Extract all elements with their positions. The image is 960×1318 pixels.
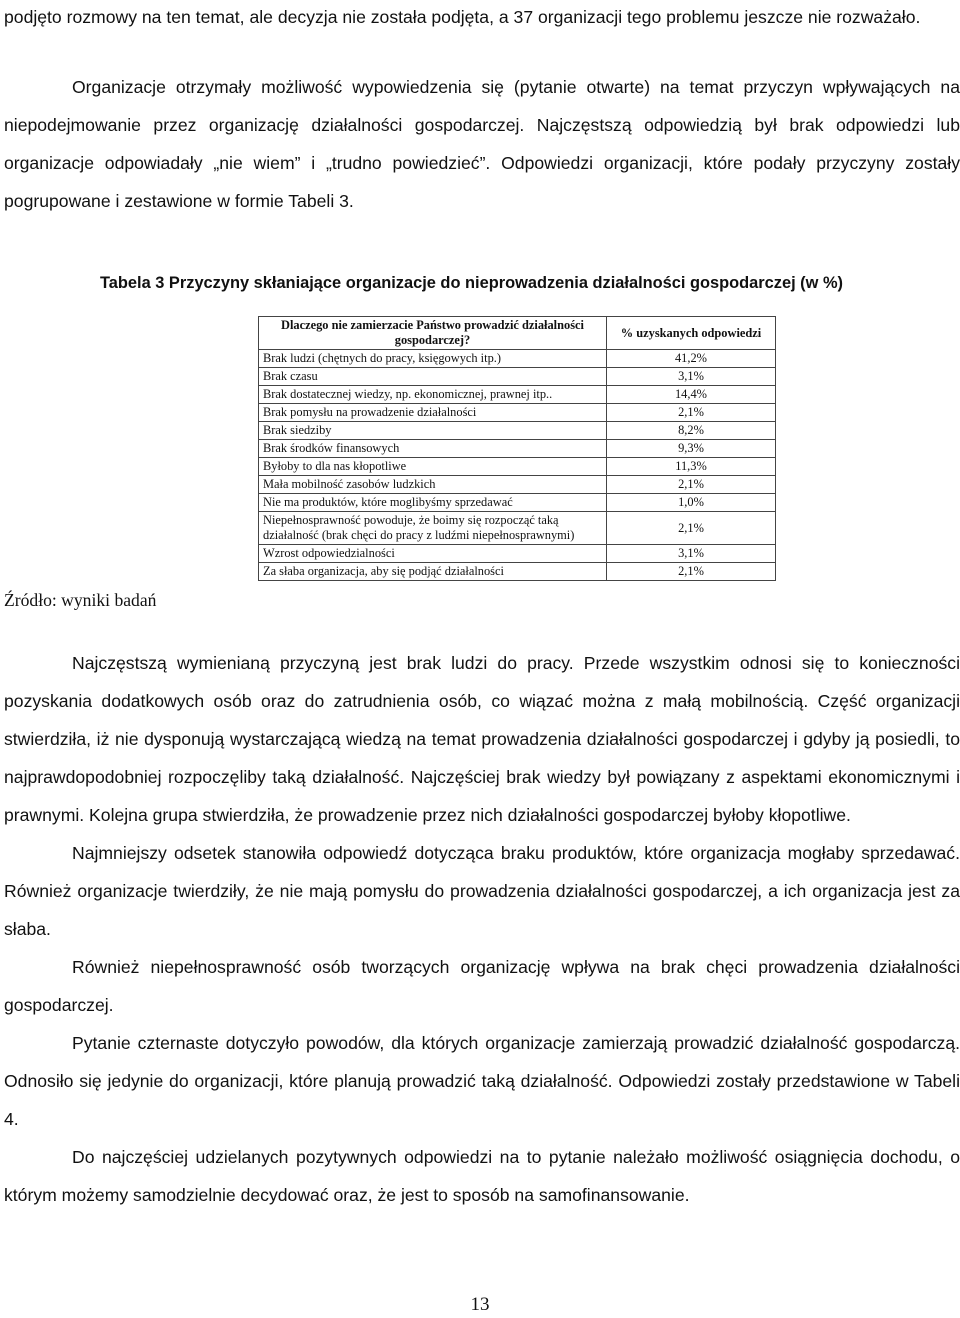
table-source: Źródło: wyniki badań xyxy=(4,590,157,610)
table-row xyxy=(259,350,776,368)
table-cell-percent: 2,1% xyxy=(607,512,776,545)
table-cell-percent: 2,1% xyxy=(607,476,776,494)
table-cell-reason: Brak środków finansowych xyxy=(259,440,607,458)
table-cell-reason: Za słaba organizacja, aby się podjąć działalności xyxy=(259,563,607,581)
table-cell-reason: Brak dostatecznej wiedzy, np. ekonomicznej, prawnej itp.. xyxy=(259,386,607,404)
table-row xyxy=(259,386,776,404)
table-cell-percent: 14,4% xyxy=(607,386,776,404)
table-cell-percent: 2,1% xyxy=(607,404,776,422)
table-cell-percent: 3,1% xyxy=(607,368,776,386)
table-cell-reason: Wzrost odpowiedzialności xyxy=(259,545,607,563)
table-row xyxy=(259,458,776,476)
table-cell-percent: 9,3% xyxy=(607,440,776,458)
body-paragraph-5: Do najczęściej udzielanych pozytywnych odpowiedzi na to pytanie należało możliwość osiągnięcia dochodu, o którym możemy samodzielnie decydować oraz, że jest to sposób na samofinansowanie. xyxy=(4,1147,960,1205)
table-row xyxy=(259,404,776,422)
body-paragraph-2: Najmniejszy odsetek stanowiła odpowiedź dotycząca braku produktów, które organizacja mogłaby sprzedawać. Również organizacje twierdziły, że nie mają pomysłu do prowadzenia działalności gospodarczej, a ich organizacja jest za słaba. xyxy=(4,843,960,939)
table-cell-reason: Byłoby to dla nas kłopotliwe xyxy=(259,458,607,476)
body-paragraph-3: Również niepełnosprawność osób tworzących organizację wpływa na brak chęci prowadzenia działalności gospodarczej. xyxy=(4,957,960,1015)
table-cell-percent: 1,0% xyxy=(607,494,776,512)
table-cell-reason: Brak ludzi (chętnych do pracy, księgowych itp.) xyxy=(259,350,607,368)
table-cell-percent: 3,1% xyxy=(607,545,776,563)
table-header-question: Dlaczego nie zamierzacie Państwo prowadzić działalności gospodarczej? xyxy=(259,317,607,350)
table-row xyxy=(259,563,776,581)
table-row xyxy=(259,494,776,512)
table-cell-reason: Mała mobilność zasobów ludzkich xyxy=(259,476,607,494)
table-cell-reason: Brak pomysłu na prowadzenie działalności xyxy=(259,404,607,422)
table-body xyxy=(259,350,776,581)
page-number: 13 xyxy=(470,1294,490,1315)
table-cell-percent: 2,1% xyxy=(607,563,776,581)
table-row xyxy=(259,440,776,458)
table-row xyxy=(259,512,776,545)
table-row xyxy=(259,368,776,386)
body-text xyxy=(4,644,960,1214)
table-cell-reason: Nie ma produktów, które moglibyśmy sprzedawać xyxy=(259,494,607,512)
table-caption: Tabela 3 Przyczyny skłaniające organizacje do nieprowadzenia działalności gospodarczej (w %) xyxy=(100,274,843,292)
table-row xyxy=(259,545,776,563)
table-cell-reason: Brak czasu xyxy=(259,368,607,386)
table-header-percent: % uzyskanych odpowiedzi xyxy=(607,317,776,350)
table-cell-reason: Brak siedziby xyxy=(259,422,607,440)
table-cell-reason: Niepełnosprawność powoduje, że boimy się rozpocząć taką działalność (brak chęci do pracy z ludźmi niepełnosprawnymi) xyxy=(259,512,607,545)
intro-paragraph-2: Organizacje otrzymały możliwość wypowiedzenia się (pytanie otwarte) na temat przyczyn wpływających na niepodejmowanie przez organizację działalności gospodarczej. Najczęstszą odpowiedzią był brak odpowiedzi lub organizacje odpowiadały „nie wiem” i „trudno powiedzieć”. Odpowiedzi organizacji, które podały przyczyny zostały pogrupowane i zestawione w formie Tabeli 3. xyxy=(4,77,960,211)
intro-paragraph-1: podjęto rozmowy na ten temat, ale decyzja nie została podjęta, a 37 organizacji tego problemu jeszcze nie rozważało. xyxy=(4,7,921,27)
body-paragraph-4: Pytanie czternaste dotyczyło powodów, dla których organizacje zamierzają prowadzić działalność gospodarczą. Odnosiło się jedynie do organizacji, które planują prowadzić taką działalność. Odpowiedzi zostały przedstawione w Tabeli 4. xyxy=(4,1033,960,1129)
table-header-row xyxy=(259,317,776,350)
table-cell-percent: 11,3% xyxy=(607,458,776,476)
table-cell-percent: 41,2% xyxy=(607,350,776,368)
table-row xyxy=(259,476,776,494)
table-cell-percent: 8,2% xyxy=(607,422,776,440)
body-paragraph-1: Najczęstszą wymienianą przyczyną jest brak ludzi do pracy. Przede wszystkim odnosi się to konieczności pozyskania dodatkowych osób oraz do zatrudnienia osób, co wiązać można z małą mobilnością. Część organizacji stwierdziła, iż nie dysponują wystarczającą wiedzą na temat prowadzenia działalności gospodarczej i gdyby ją posiedli, to najprawdopodobniej rozpoczęliby taką działalność. Najczęściej brak wiedzy był powiązany z aspektami ekonomicznymi i prawnymi. Kolejna grupa stwierdziła, że prowadzenie przez nich działalności gospodarczej byłoby kłopotliwe. xyxy=(4,653,960,825)
reasons-table xyxy=(258,316,776,581)
table-row xyxy=(259,422,776,440)
